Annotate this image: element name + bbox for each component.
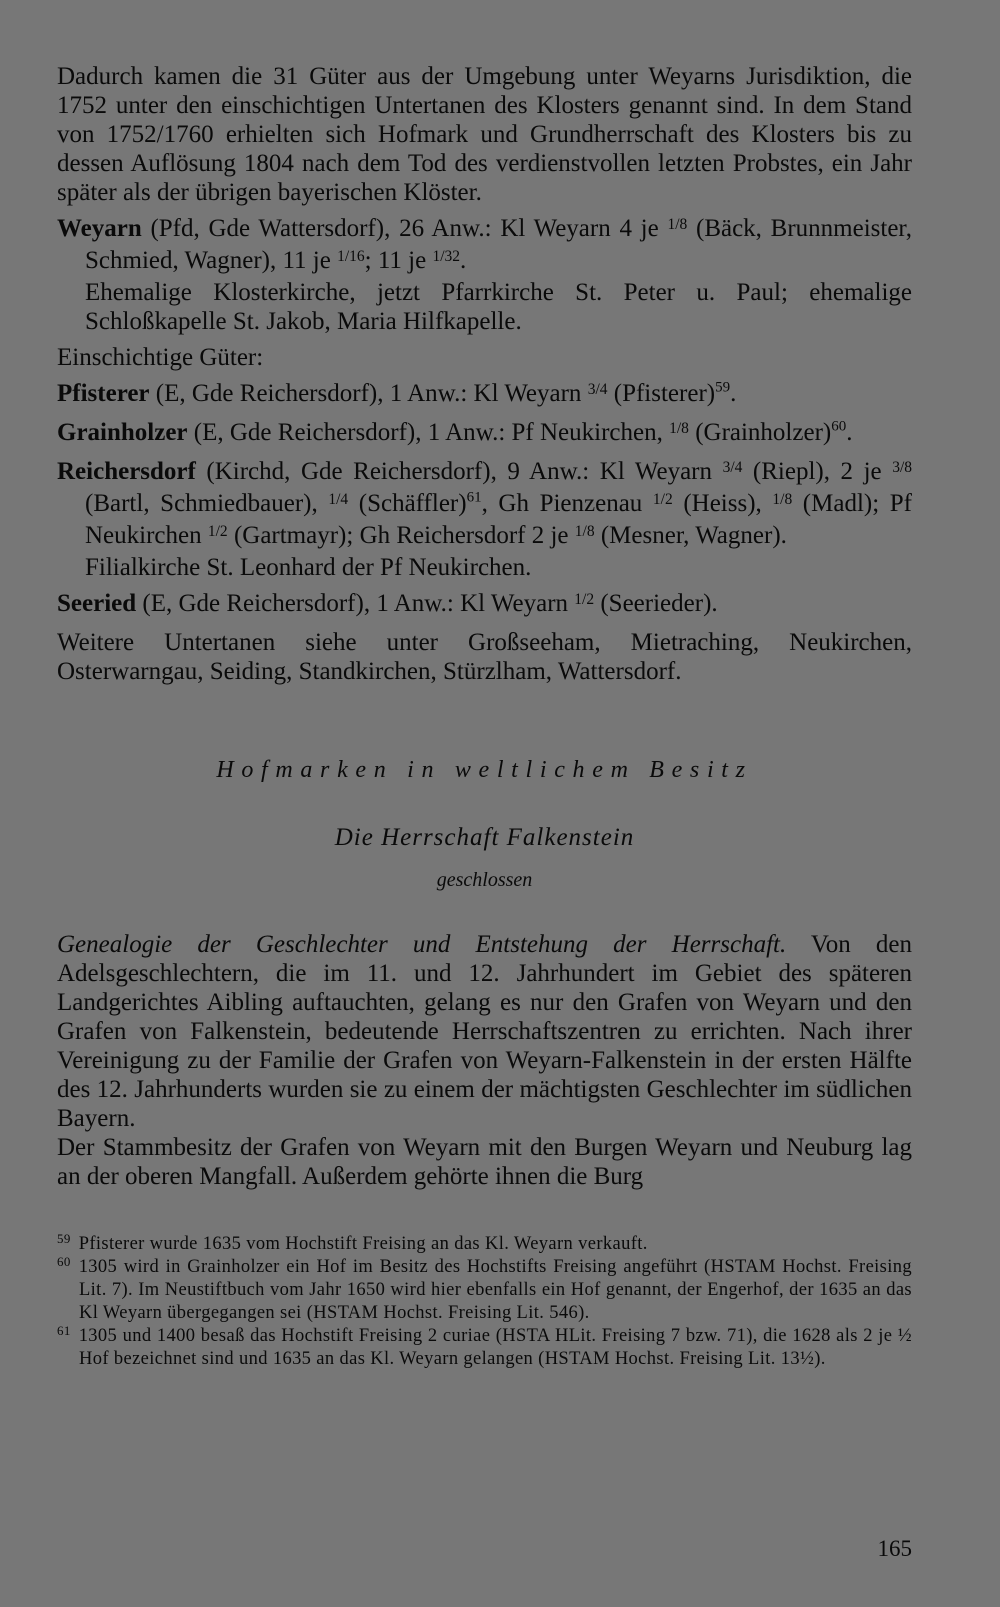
- fraction: 3/8: [892, 459, 912, 477]
- entry-text: (Schäffler): [348, 490, 467, 517]
- footnote: [57, 1325, 912, 1371]
- weitere-paragraph: Weitere Untertanen siehe unter Großseeham, Mietraching, Neukirchen, Osterwarngau, Seiding, Standkirchen, Stürzlham, Wattersdorf.: [57, 629, 912, 685]
- entry-text: (Mesner, Wagner).: [594, 522, 787, 549]
- page-number: 165: [877, 1536, 912, 1561]
- entry-text: ; 11 je: [364, 247, 433, 274]
- church-note: Filialkirche St. Leonhard der Pf Neukirchen.: [85, 554, 532, 581]
- entry-text: (Kirchd, Gde Reichersdorf), 9 Anw.: Kl Weyarn: [195, 458, 723, 485]
- footnote-ref: 59: [715, 379, 731, 396]
- stammbesitz-paragraph: Der Stammbesitz der Grafen von Weyarn mit den Burgen Weyarn und Neuburg lag an der oberen Mangfall. Außerdem gehörte ihnen die Burg: [57, 1134, 912, 1190]
- einschichtige-heading: Einschichtige Güter:: [57, 344, 264, 371]
- entry-text: .: [730, 380, 737, 407]
- entry-text: (Riepl), 2 je: [742, 458, 893, 485]
- fraction: 1/32: [432, 248, 461, 266]
- fraction: 1/2: [652, 491, 673, 509]
- place-name: Seeried: [57, 590, 137, 617]
- footnote-number: 61: [57, 1323, 71, 1339]
- fraction: 3/4: [722, 459, 743, 477]
- herrschaft-subtitle: geschlossen: [436, 869, 533, 891]
- place-name: Reichersdorf: [57, 458, 196, 485]
- entry-text: .: [846, 419, 853, 446]
- fraction: 1/8: [667, 216, 688, 234]
- entry-text: (Gartmayr); Gh Reichersdorf 2 je: [227, 522, 575, 549]
- entry-weyarn: [57, 214, 912, 336]
- entry-text: (Bartl, Schmiedbauer),: [85, 490, 329, 517]
- entry-text: (Bäck, Brunnmeister, Schmied, Wagner), 11 je: [85, 215, 912, 274]
- genealogy-heading: Genealogie der Geschlechter und Entstehung der Herrschaft.: [57, 931, 787, 958]
- footnote: [57, 1256, 912, 1325]
- fraction: 1/2: [574, 591, 595, 609]
- entry-text: (Pfisterer): [607, 380, 716, 407]
- entry-text: , Gh Pienzenau: [481, 490, 653, 517]
- entry-text: (E, Gde Reichersdorf), 1 Anw.: Kl Weyarn: [136, 590, 575, 617]
- entry-text: (Pfd, Gde Wattersdorf), 26 Anw.: Kl Weyarn 4 je: [141, 215, 668, 242]
- footnote-ref: 60: [831, 418, 847, 435]
- entry-text: .: [460, 247, 467, 274]
- entry-text: (Heiss),: [672, 490, 773, 517]
- herrschaft-title: Die Herrschaft Falkenstein: [334, 824, 635, 851]
- footnote: [57, 1233, 912, 1256]
- entry-text: (Madl); Pf Neukirchen: [85, 490, 912, 549]
- fraction: 1/8: [574, 523, 595, 541]
- fraction: 1/4: [328, 491, 349, 509]
- entry-text: (E, Gde Reichersdorf), 1 Anw.: Kl Weyarn: [149, 380, 588, 407]
- entry-reichersdorf: [57, 457, 912, 582]
- genealogy-paragraph: [57, 930, 912, 1133]
- entry-grainholzer: [57, 418, 912, 450]
- fraction: 1/2: [207, 523, 228, 541]
- fraction: 1/8: [669, 420, 689, 438]
- entry-text: (Seerieder).: [594, 590, 718, 617]
- footnote-text: 1305 wird in Grainholzer ein Hof im Besitz des Hochstifts Freising angeführt (HSTAM Hochst. Freising Lit. 7). Im Neustiftbuch vom Jahr 1650 wird hier ebenfalls ein Hof genannt, der Engerhof, der 1635 an das Kl Weyarn übergegangen sei (HSTAM Hochst. Freising Lit. 546).: [78, 1257, 912, 1323]
- section-heading: Hofmarken in weltlichem Besitz: [216, 757, 753, 783]
- church-note: Ehemalige Klosterkirche, jetzt Pfarrkirche St. Peter u. Paul; ehemalige Schloßkapelle St. Jakob, Maria Hilfkapelle.: [85, 279, 912, 335]
- footnote-number: 59: [57, 1231, 71, 1247]
- place-name: Weyarn: [57, 215, 142, 242]
- genealogy-text: Von den Adelsgeschlechtern, die im 11. und 12. Jahrhundert im Gebiet des späteren Landgerichtes Aibling auftauchten, gelang es nur den Grafen von Weyarn und den Grafen von Falkenstein, bedeutende Herrschaftszentren zu errichten. Nach ihrer Vereinigung zu der Familie der Grafen von Weyarn-Falkenstein in der ersten Hälfte des 12. Jahrhunderts wurden sie zu einem der mächtigsten Geschlechter im südlichen Bayern.: [57, 931, 912, 1132]
- place-name: Pfisterer: [57, 380, 150, 407]
- footnote-text: 1305 und 1400 besaß das Hochstift Freising 2 curiae (HSTA HLit. Freising 7 bzw. 71), die 1628 als 2 je ½ Hof bezeichnet sind und 1635 an das Kl. Weyarn gelangen (HSTAM Hochst. Freising Lit. 13½).: [78, 1326, 912, 1369]
- entry-text: (E, Gde Reichersdorf), 1 Anw.: Pf Neukirchen,: [187, 419, 670, 446]
- entry-seeried: [57, 589, 912, 621]
- footnotes: [57, 1233, 912, 1371]
- entry-text: (Grainholzer): [688, 419, 832, 446]
- fraction: 1/16: [337, 248, 365, 266]
- footnote-ref: 61: [466, 489, 482, 506]
- page-body: [57, 62, 912, 1371]
- fraction: 3/4: [587, 381, 608, 399]
- fraction: 1/8: [772, 491, 793, 509]
- place-name: Grainholzer: [57, 419, 188, 446]
- entry-pfisterer: [57, 379, 912, 411]
- intro-paragraph: Dadurch kamen die 31 Güter aus der Umgebung unter Weyarns Jurisdiktion, die 1752 unter den einschichtigen Untertanen des Klosters genannt sind. In dem Stand von 1752/1760 erhielten sich Hofmark und Grundherrschaft des Klosters bis zu dessen Auflösung 1804 nach dem Tod des verdienstvollen letzten Probstes, ein Jahr später als der übrigen bayerischen Klöster.: [57, 63, 912, 206]
- footnote-text: Pfisterer wurde 1635 vom Hochstift Freising an das Kl. Weyarn verkauft.: [78, 1234, 648, 1254]
- footnote-number: 60: [57, 1254, 71, 1270]
